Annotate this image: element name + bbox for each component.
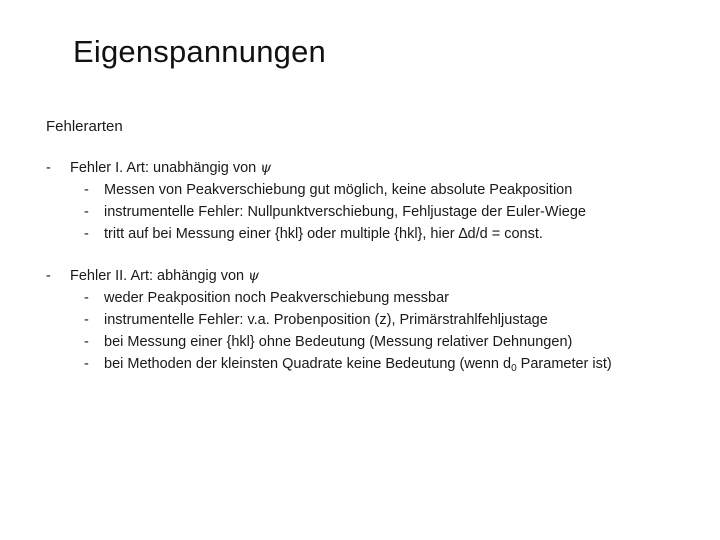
bullet-dash: - [84,226,89,242]
list-item-text-start: bei Methoden der kleinsten Quadrate keine Bedeutung (wenn d [104,356,512,372]
psi-symbol: ψ [248,268,260,284]
error-type-1-heading-text [70,157,271,179]
section-heading: Fehlerarten [46,118,123,135]
error-type-2-heading-text [70,265,259,287]
list-item-text: bei Messung einer {hkl} ohne Bedeutung (Messung relativer Dehnungen) [104,334,573,350]
subscript-index: 0 [511,363,517,374]
bullet-dash: - [46,268,51,284]
list-item [46,287,612,309]
error-type-1-heading [46,157,586,179]
list-item-text: Messen von Peakverschiebung gut möglich, keine absolute Peakposition [104,182,573,198]
list-item [46,201,586,223]
list-item-text [104,353,612,375]
error-type-1-group [46,157,586,245]
list-item [46,179,586,201]
error-type-2-label: Fehler II. Art: abhängig von [70,268,245,284]
bullet-dash: - [84,182,89,198]
list-item [46,331,612,353]
list-item [46,353,612,375]
slide-title: Eigenspannungen [73,34,326,69]
bullet-dash: - [84,204,89,220]
psi-symbol: ψ [260,160,272,176]
bullet-dash: - [84,312,89,328]
bullet-dash: - [84,356,89,372]
list-item [46,223,586,245]
bullet-dash: - [84,334,89,350]
list-item-text-end: Parameter ist) [516,356,612,372]
list-item-text: instrumentelle Fehler: Nullpunktverschiebung, Fehljustage der Euler-Wiege [104,204,586,220]
list-item [46,309,612,331]
bullet-dash: - [84,290,89,306]
error-type-2-heading [46,265,612,287]
error-type-2-group [46,265,612,375]
list-item-text: tritt auf bei Messung einer {hkl} oder multiple {hkl}, hier ∆d/d = const. [104,226,543,242]
bullet-dash: - [46,160,51,176]
error-type-1-label: Fehler I. Art: unabhängig von [70,160,257,176]
list-item-text: instrumentelle Fehler: v.a. Probenposition (z), Primärstrahlfehljustage [104,312,548,328]
list-item-text: weder Peakposition noch Peakverschiebung messbar [104,290,449,306]
